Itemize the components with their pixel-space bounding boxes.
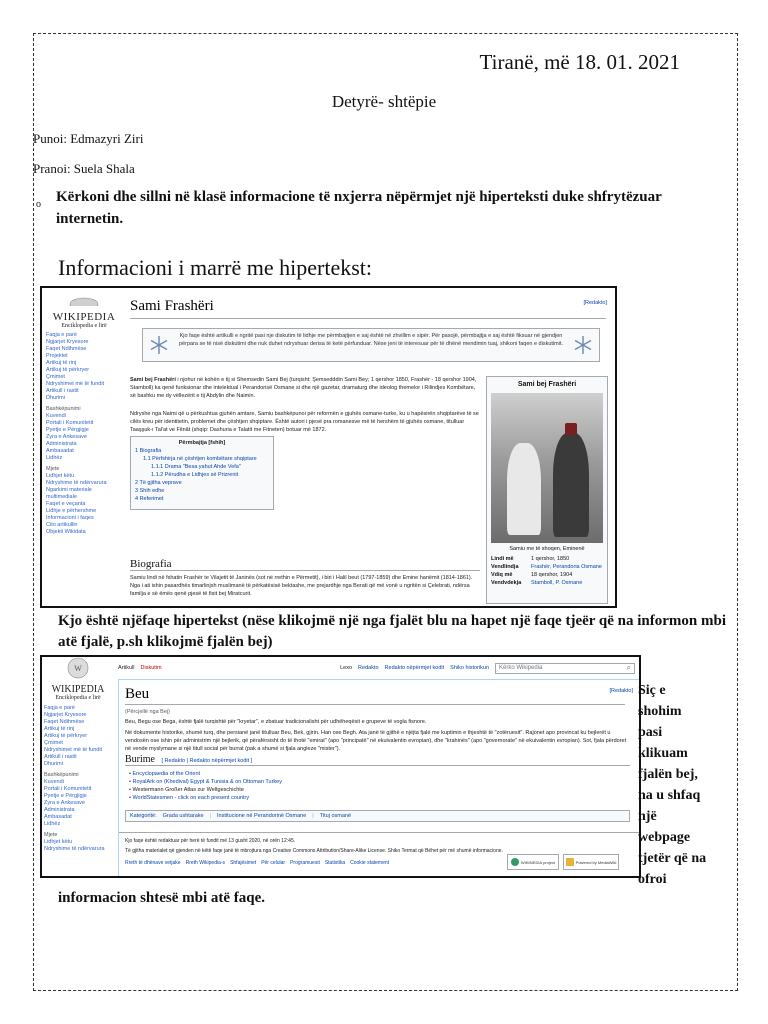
- sidebar-link[interactable]: Projektet: [46, 353, 68, 359]
- section-heading: Informacioni i marrë me hipertekst:: [58, 255, 372, 280]
- category-link[interactable]: Grada ushtarake: [162, 813, 204, 819]
- task-item: [36, 186, 730, 230]
- closing-line: informacion shtesë mbi atë faqe.: [58, 890, 266, 906]
- row-label: Vdiq më: [491, 572, 513, 578]
- footer-link[interactable]: Statistika: [324, 860, 346, 866]
- sidebar-link[interactable]: Artikuj të përkryer: [46, 367, 90, 373]
- man-figure: [553, 433, 589, 537]
- sidebar-link[interactable]: Ngjarjet Kryesore: [44, 712, 87, 718]
- sidebar-link[interactable]: Lidhjet këtu: [44, 839, 73, 845]
- infobox-row: [491, 563, 603, 571]
- protection-notice: [142, 328, 600, 362]
- infobox-row: [491, 579, 603, 587]
- sidebar-link[interactable]: Ndryshimet më të fundit: [44, 747, 103, 753]
- wikimedia-badge[interactable]: [507, 854, 559, 870]
- category-link[interactable]: Tituj osmanë: [319, 813, 352, 819]
- task-text: Kërkoni dhe sillni në klasë informacione të nxjerra nëpërmjet një hiperteksti duke shfrytëzuar internetin.: [56, 189, 662, 227]
- footer-link[interactable]: Shfajësimet: [230, 860, 257, 866]
- sidebar-link[interactable]: Artikuj të rinj: [46, 360, 77, 366]
- sidebar-link[interactable]: Artikuj të përkryer: [44, 733, 88, 739]
- sidebar-heading: Mjete: [44, 832, 58, 838]
- footer-line-1: Kjo faqe është redaktuar për herë të fundit më 13 gusht 2020, në orën 12:45.: [125, 838, 296, 844]
- badge-text: Powered by MediaWiki: [575, 859, 617, 865]
- sidebar-link[interactable]: Pyetje e Përgjigje: [46, 427, 89, 433]
- source-link[interactable]: RoyalArk on (Khedival) Egypt & Tunisia & on Ottoman Turkey: [132, 779, 282, 785]
- side-note-line: shohim: [638, 704, 682, 719]
- categories-label[interactable]: Kategoritë:: [130, 813, 157, 819]
- side-note-line: një: [638, 809, 657, 824]
- wikimedia-icon: [511, 858, 519, 866]
- tab-history[interactable]: Shiko historikun: [450, 665, 489, 671]
- sources-heading: [125, 754, 630, 766]
- tab-edit[interactable]: Redakto: [358, 665, 379, 671]
- sidebar-link[interactable]: Ambasadat: [46, 448, 74, 454]
- sidebar: [44, 705, 114, 853]
- sidebar-link[interactable]: Artikuj të rinj: [44, 726, 75, 732]
- sidebar-link[interactable]: Ndryshime të ndërvarura: [46, 480, 107, 486]
- infobox: [486, 376, 608, 604]
- wikipedia-screenshot-sami: [40, 286, 617, 608]
- badge-text: WIKIMEDIA project: [520, 859, 556, 865]
- paragraph-1: Beu, Begu ose Bega, është fjalë turqishtë për "kryetar", e zbatuar tradicionalisht për udhëheqësit e grupeve të vogla fisnore.: [125, 719, 427, 725]
- edit-link[interactable]: [Redakto]: [583, 300, 607, 306]
- sidebar-link[interactable]: Çmimet: [44, 740, 63, 746]
- sidebar-heading: Mjete: [46, 466, 60, 472]
- paragraph-2: Në dokumente historike, shumë turq, dhe persianë janë titulluar Beu, Bek, gjirin. Han ose Begh. Ata janë të gjithë e njëjta fjalë me kuptimin e thjeshtë të "zotëruesit". Rajonet apo provincat ku bejlerët u vendosën ose ishin për administrim një bejlerik, që përafërsisht do të thotë "emirat" (apo "principatë" në ekuivalentin evropian), dhe "krahinës" (apo "governorate" në ekuivalentin evropian). Sot, fjala përdoret në vende myslymane si një titull social për burrat (pak a shumë si fjala angleze "mister").: [125, 730, 627, 752]
- list-item: • WorldStatesmen - click on each present country: [129, 795, 250, 801]
- mediawiki-badge[interactable]: [563, 854, 619, 870]
- wikipedia-logo: [46, 292, 122, 329]
- side-note-line: ofroi: [638, 872, 667, 887]
- logo-word: WIKIPEDIA: [52, 311, 116, 323]
- sources-edit-link[interactable]: [ Redakto | Redakto nëpërmjet kodit ]: [161, 758, 253, 764]
- photo-caption: Samiu me të shoqen, Emineně: [509, 546, 585, 552]
- toc-item[interactable]: 4 Referimet: [135, 496, 164, 502]
- sidebar-link[interactable]: Lidhjet këtu: [46, 473, 75, 479]
- list-item: • RoyalArk on (Khedival) Egypt & Tunisia & on Ottoman Turkey: [129, 779, 282, 785]
- portrait-photo: [491, 393, 603, 543]
- biography-text: Samiu lindi në fshatin Frashër te Vilajetit të Janinës (sot në rrethin e Përmetit), i biri i Halil beut (1797-1859) dhe Emine hanëmit (1814-1861). Nga i ati ishin pasardhës timarlinjsh muslimanë të përkatësisë bektashe, me prejardhje nga Berati që më vonë u ngritën si Çelebrati, ndërsa familja e së ëmës qenë pjesë të fisit bej Miratcurit.: [130, 575, 473, 597]
- sidebar-link[interactable]: Faqja e parë: [46, 332, 77, 338]
- logo-sub: Enciklopedia e lirë: [55, 695, 101, 701]
- footer-divider: [119, 832, 639, 833]
- sidebar-link[interactable]: Ambasadat: [44, 814, 72, 820]
- footer-line-2: Të gjitha materialet që gjenden në këtë faqe janë të mbrojtura nga Creative Commons Attribution/Share-Alike License. Shiko Termat që Bëhet për më shumë informacione.: [125, 848, 503, 854]
- sidebar-link[interactable]: Cito artikullin: [46, 522, 78, 528]
- sidebar-link[interactable]: Kuvendi: [46, 413, 66, 419]
- snowflake-icon: [149, 335, 169, 355]
- teacher-line: Pranoi: Suela Shala: [33, 161, 135, 176]
- fez-hat: [565, 423, 577, 435]
- source-link[interactable]: Encyclopaedia of the Orient: [132, 771, 201, 777]
- infobox-rows: [487, 555, 607, 587]
- sidebar-link[interactable]: Kuvendi: [44, 779, 64, 785]
- table-of-contents: [130, 436, 274, 510]
- sidebar-link[interactable]: Faqet e veçanta: [46, 501, 86, 507]
- sidebar-link[interactable]: Pyetje e Përgjigje: [44, 793, 87, 799]
- sidebar: [46, 332, 122, 536]
- toc-item[interactable]: 1.1.2 Përudha e Lidhjes së Prizrenit: [151, 472, 239, 478]
- search-icon[interactable]: ⌕: [626, 663, 631, 672]
- footer-links: [125, 860, 389, 866]
- sidebar-link[interactable]: Portali i Komunitetit: [44, 786, 92, 792]
- notice-text: Kjo faqe është artikulli e ngritë pasi nje diskutim të lidhje me përmbajtjen e saj është në zhvillim e sipër. Për pasojë, përmbajtja e saj është fiksuar në gjendjen përpara se të nisë diskutimi dhe nuk duhet ndryshuar derisa të ketë përfunduar. Nëse jeni të interesuar për të dhënë mendimin tuaj, shikoni faqen e diskutimit.: [179, 333, 563, 347]
- sidebar-link[interactable]: Ngjarjet Kryesore: [46, 339, 89, 345]
- side-note-line: Siç e: [638, 683, 666, 698]
- intro-rest: i njohur në kohën e tij si Shemsedin Sami Bej (turqisht: Şemsedddin Sami Bey; 1 qershor 1850, Frashër - 18 qershor 1904, Stamboll) ka qenë funksionar dhe intelektual i Perandorisë Osmane si dhe një gazetar, dramaturg dhe ideolog themelor i Rilindjes Kombëtare, së bashku me dy vëllezërit e tij Abdylin dhe Naimin.: [130, 377, 477, 399]
- sidebar-link[interactable]: Faqja e parë: [44, 705, 75, 711]
- logo-sub: Enciklopedia e lirë: [61, 323, 107, 329]
- side-note-line: tjetër që na: [638, 851, 707, 866]
- footer-link[interactable]: Për celular: [261, 860, 286, 866]
- side-note-line: klikuam: [638, 746, 688, 761]
- explanation-paragraph: Kjo është njëfaqe hipertekst (nëse klikojmë një nga fjalët blu na hapet një faqe tjeër që na informon mbi atë fjalë, p.sh klikojmë fjalën bej): [58, 613, 727, 650]
- side-note-line: pasi: [638, 725, 663, 740]
- wikipedia-screenshot-beu: [40, 655, 641, 878]
- row-label: Vendlindja: [491, 564, 519, 570]
- footer-link[interactable]: Rreth Wikipedia-s: [185, 860, 226, 866]
- page-title: Sami Frashëri: [130, 298, 606, 319]
- snowflake-icon: [573, 335, 593, 355]
- mediawiki-icon: [566, 858, 574, 866]
- bullet-icon: o: [36, 199, 41, 210]
- sidebar-link[interactable]: Zyra e Ankesave: [44, 800, 85, 806]
- toc-item[interactable]: 2 Të gjitha veprave: [135, 480, 182, 486]
- tab-edit-source[interactable]: Redakto nëpërmjet kodit: [384, 665, 445, 671]
- row-value[interactable]: Stamboll, P. Osmane: [531, 580, 583, 586]
- globe-icon: [69, 292, 99, 306]
- wikipedia-logo: [42, 657, 114, 701]
- edit-link[interactable]: [Redakto]: [609, 688, 633, 694]
- search-input[interactable]: [495, 663, 635, 674]
- search-placeholder: Kërko Wikipedia: [499, 665, 543, 671]
- sidebar-link[interactable]: Ndryshime të ndërvarura: [44, 846, 105, 852]
- sidebar-link[interactable]: Lidhëz: [44, 821, 61, 827]
- redirect-note: (Përcjellë nga Bej): [125, 709, 170, 715]
- content-area: [118, 679, 639, 876]
- row-label: Lindi më: [491, 556, 514, 562]
- sidebar-heading: Bashkëpunimi: [46, 406, 81, 412]
- toc-item[interactable]: 3 Shih edhe: [135, 488, 165, 494]
- toc-item[interactable]: 1.1.1 Drama "Besa yahut Ahde Vefa": [151, 464, 241, 470]
- toc-title: Përmbajtja [fshih]: [178, 440, 226, 446]
- row-value: 1 qershor, 1850: [531, 556, 570, 562]
- toc-item[interactable]: 1.1 Përfshirja në çështjen kombëtare shqiptare: [143, 456, 257, 462]
- categories-box: Kategoritë: Grada ushtarake | Institucione në Perandorinë Osmane | Tituj osmanë: [125, 810, 630, 822]
- biography-heading: Biografia: [130, 558, 480, 571]
- sidebar-link[interactable]: Faqet Ndihmëse: [46, 346, 87, 352]
- list-item: • Westermann Großer Atlas zur Weltgeschichte: [129, 787, 244, 793]
- category-link[interactable]: Institucione në Perandorinë Osmane: [217, 813, 307, 819]
- infobox-row: [491, 571, 603, 579]
- intro-paragraph-2: Ndryshe nga Naimi që u përkushtua gjuhën amtare, Samiu bashkëpunoi për reformën e gjuhës osmane-turke, ku u hapësirën shqiptarëve të se cilës kreu për identitetin, problemet dhe çështjen shqiptare. Është autori i pjesë pra romanesve më të hershëm të gjuhës osmane, titulluar Taaşşuk-ı Tal'at ve Fitnât (shqip: Dashuria e Talatit me Fitneten) botuar më 1872.: [130, 411, 479, 433]
- infobox-row: [491, 555, 603, 563]
- sidebar-link[interactable]: Ngarkimi materiale multimediale: [46, 487, 92, 500]
- side-note: [638, 680, 734, 890]
- woman-figure: [507, 443, 541, 535]
- tab-read[interactable]: Lexo: [340, 665, 353, 671]
- author-line: Punoi: Edmazyri Ziri: [33, 131, 144, 146]
- row-label: Vendvdekja: [491, 580, 522, 586]
- sidebar-link[interactable]: Faqet Ndihmëse: [44, 719, 85, 725]
- sidebar-heading: Bashkëpunimi: [44, 772, 79, 778]
- source-text: Westermann Großer Atlas zur Weltgeschichte: [132, 787, 244, 793]
- sidebar-link[interactable]: Artikull i rastit: [44, 754, 77, 760]
- sources-title: Burime: [125, 754, 155, 765]
- sidebar-link[interactable]: Artikull i rastit: [46, 388, 79, 394]
- side-note-line: na u shfaq: [638, 788, 701, 803]
- sidebar-link[interactable]: Portali i Komunitetit: [46, 420, 94, 426]
- sidebar-link[interactable]: Objekti Wikidata: [46, 529, 86, 535]
- row-value: 18 qershor, 1904: [531, 572, 573, 578]
- sidebar-link[interactable]: Lidhje e përhershme: [46, 508, 97, 514]
- sidebar-link[interactable]: Çmimet: [46, 374, 65, 380]
- sidebar-link[interactable]: Dhurimi: [46, 395, 65, 401]
- sidebar-link[interactable]: Informacioni i faqes: [46, 515, 94, 521]
- page-title: Beu: [125, 686, 625, 705]
- svg-text:W: W: [74, 664, 82, 673]
- sidebar-link[interactable]: Dhurimi: [44, 761, 63, 767]
- sidebar-link[interactable]: Zyra e Ankesave: [46, 434, 87, 440]
- sidebar-link[interactable]: Lidhëz: [46, 455, 63, 461]
- intro-bold: Sami bej Frashëri: [130, 377, 176, 383]
- tab-article[interactable]: Artikull: [118, 665, 135, 671]
- document-title: Detyrë- shtëpie: [331, 92, 437, 111]
- list-item: • Encyclopaedia of the Orient: [129, 771, 201, 777]
- row-value[interactable]: Frashër, Perandoria Osmane: [531, 564, 602, 570]
- sources-list: [129, 770, 529, 802]
- sidebar-link[interactable]: Administrata: [46, 441, 77, 447]
- footer-link[interactable]: Programuesit: [290, 860, 320, 866]
- infobox-title: Sami bej Frashëri: [517, 381, 577, 388]
- footer-link[interactable]: Rreth të dhënave vetjake: [125, 860, 181, 866]
- source-link[interactable]: WorldStatesmen - click on each present country: [132, 795, 250, 801]
- side-note-line: webpage: [638, 830, 691, 845]
- footer-link[interactable]: Cookie statement: [350, 860, 390, 866]
- side-note-line: fjalën bej,: [638, 767, 698, 782]
- globe-icon: [58, 657, 98, 679]
- tab-bar: [118, 661, 635, 675]
- toc-item[interactable]: 1 Biografia: [135, 448, 162, 454]
- sidebar-link[interactable]: Administrata: [44, 807, 75, 813]
- sidebar-link[interactable]: Ndryshimet më të fundit: [46, 381, 105, 387]
- document-date: Tiranë, më 18. 01. 2021: [479, 50, 680, 74]
- tab-talk[interactable]: Diskutim: [140, 665, 162, 671]
- logo-word: WIKIPEDIA: [51, 684, 105, 695]
- intro-paragraph: [130, 376, 480, 400]
